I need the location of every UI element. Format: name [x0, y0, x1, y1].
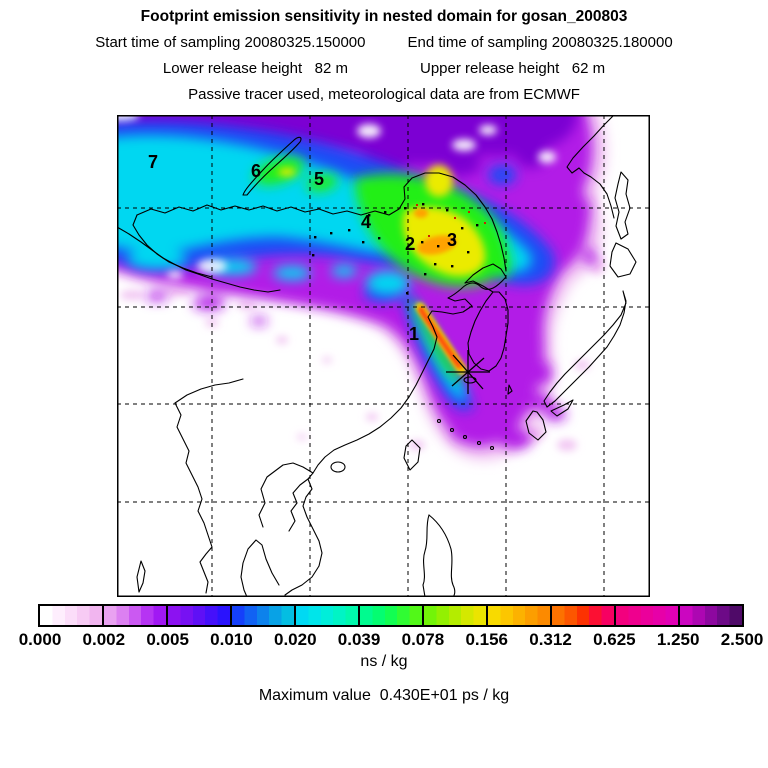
region-label-1: 1 [409, 324, 420, 344]
end-time-text: End time of sampling 20080325.180000 [407, 34, 673, 51]
sampling-times-row [0, 34, 768, 51]
colorbar-ticks [18, 630, 764, 650]
colorbar-segment [230, 606, 294, 625]
colorbar-tick-label: 2.500 [720, 630, 764, 649]
start-time-text: Start time of sampling 20080325.150000 [95, 34, 366, 51]
colorbar-segment [550, 606, 614, 625]
colorbar-tick-label: 0.156 [465, 630, 508, 649]
colorbar-tick-label: 0.010 [210, 630, 253, 649]
colorbar [38, 604, 744, 627]
colorbar-segment [358, 606, 422, 625]
region-label-4: 4 [361, 212, 372, 232]
colorbar-segment [422, 606, 486, 625]
tracer-note: Passive tracer used, meteorological data are from ECMWF [188, 86, 580, 103]
colorbar-tick-label: 0.312 [529, 630, 572, 649]
sensitivity-plume [117, 115, 607, 461]
colorbar-tick-label: 0.000 [18, 630, 62, 649]
colorbar-segment [614, 606, 678, 625]
colorbar-units: ns / kg [360, 653, 408, 670]
colorbar-tick-label: 0.005 [146, 630, 189, 649]
colorbar-segment [40, 606, 102, 625]
region-label-7: 7 [148, 152, 159, 172]
map-plot [117, 115, 650, 597]
region-label-3: 3 [447, 230, 458, 250]
map-area [117, 115, 650, 597]
colorbar-tick-label: 0.078 [401, 630, 445, 649]
upper-release-text: Upper release height 62 m [420, 60, 606, 77]
max-value-text: Maximum value 0.430E+01 ps / kg [258, 687, 510, 704]
release-heights-row [0, 60, 768, 77]
colorbar-tick-label: 0.020 [273, 630, 317, 649]
colorbar-segment [166, 606, 230, 625]
colorbar-segment [486, 606, 550, 625]
colorbar-segment [294, 606, 358, 625]
region-label-5: 5 [314, 169, 325, 189]
colorbar-tick-label: 1.250 [656, 630, 700, 649]
lower-release-text: Lower release height 82 m [162, 60, 348, 77]
colorbar-segment [678, 606, 742, 625]
colorbar-tick-label: 0.039 [337, 630, 381, 649]
colorbar-segment [102, 606, 166, 625]
page-title: Footprint emission sensitivity in nested domain for gosan_200803 [140, 8, 628, 25]
region-label-6: 6 [251, 161, 262, 181]
colorbar-tick-label: 0.625 [593, 630, 636, 649]
colorbar-tick-label: 0.002 [82, 630, 126, 649]
region-label-2: 2 [405, 234, 416, 254]
